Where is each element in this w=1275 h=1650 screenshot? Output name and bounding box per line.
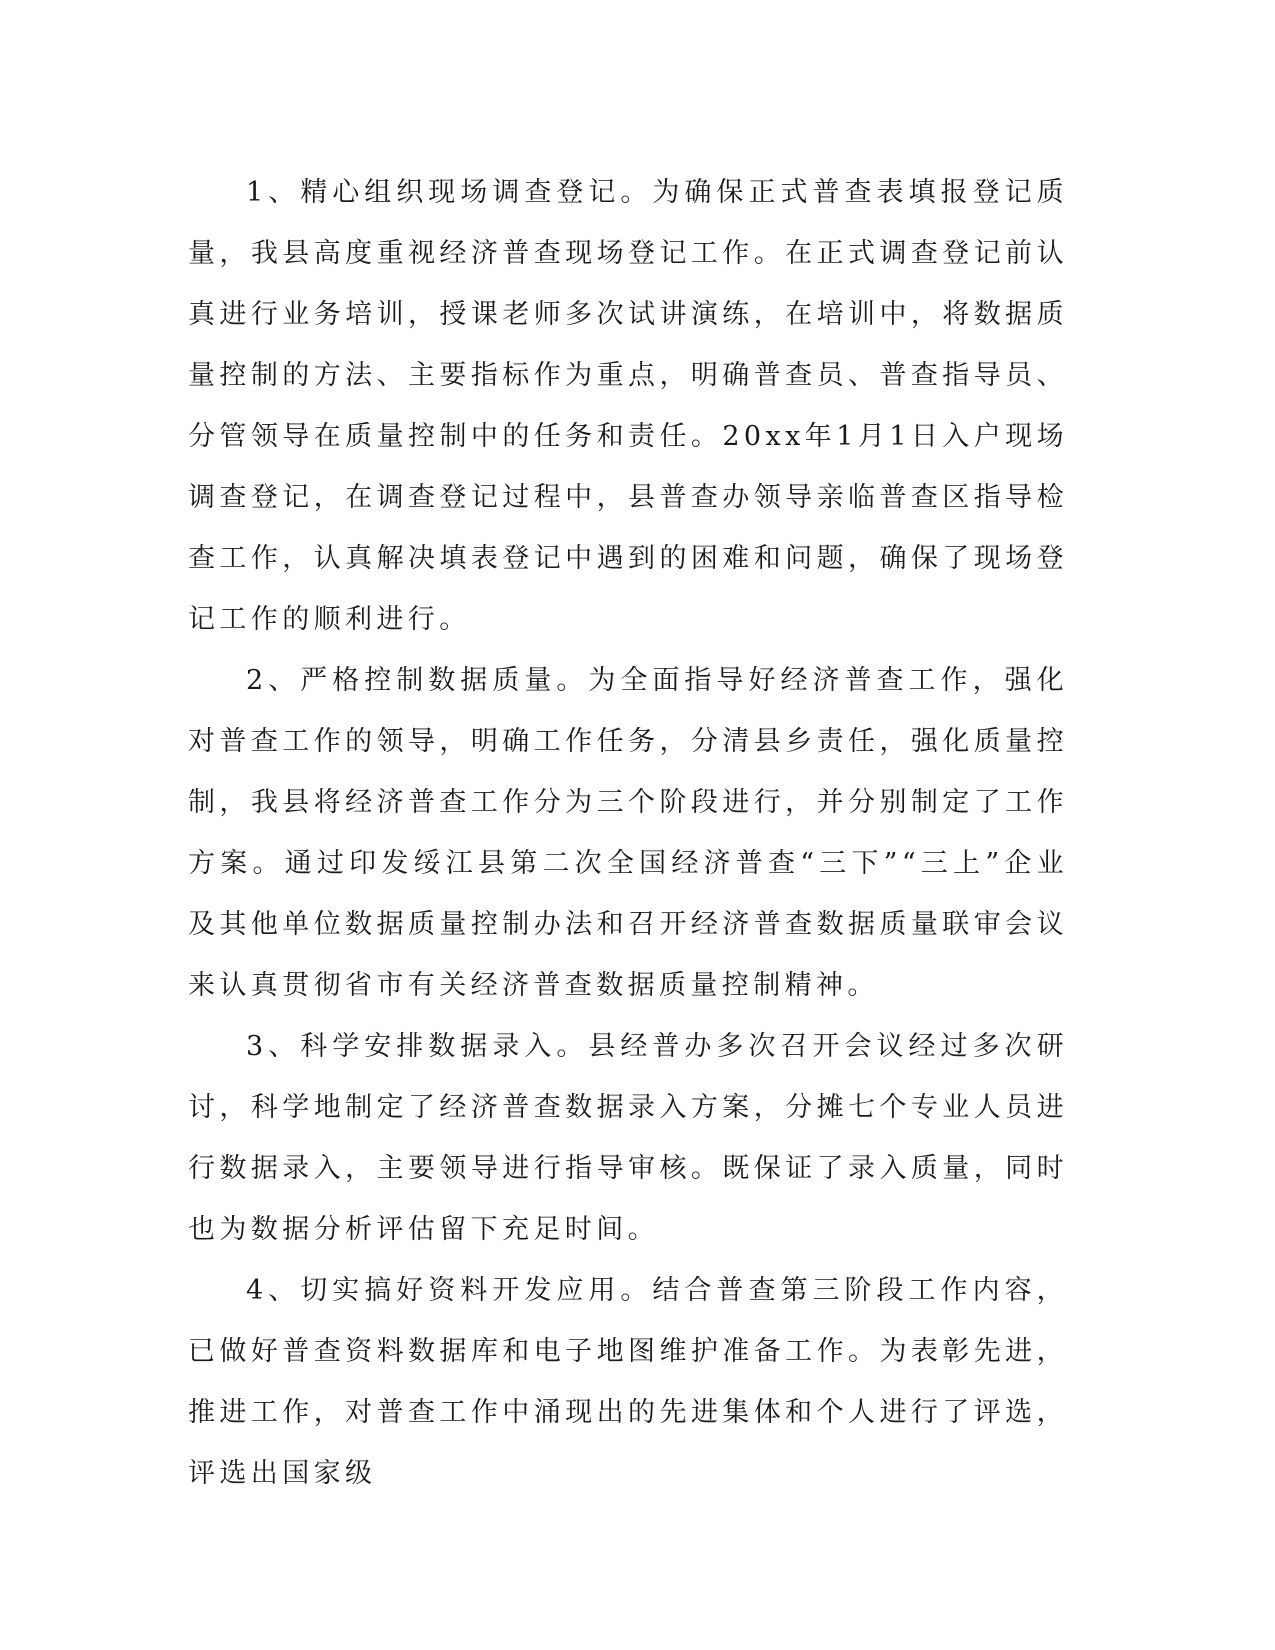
paragraph-2: 2、严格控制数据质量。为全面指导好经济普查工作，强化对普查工作的领导，明确工作任务，分清县乡责任，强化质量控制，我县将经济普查工作分为三个阶段进行，并分别制定了工作方案。通过印发绥江县第二次全国经济普查“三下”“三上”企业及其他单位数据质量控制办法和召开经济普查数据质量联审会议来认真贯彻省市有关经济普查数据质量控制精神。 <box>188 665 1068 1001</box>
paragraph-3: 3、科学安排数据录入。县经普办多次召开会议经过多次研讨，科学地制定了经济普查数据录入方案，分摊七个专业人员进行数据录入，主要领导进行指导审核。既保证了录入质量，同时也为数据分析评估留下充足时间。 <box>188 1031 1068 1245</box>
document-body <box>188 162 1068 1504</box>
paragraph-1: 1、精心组织现场调查登记。为确保正式普查表填报登记质量，我县高度重视经济普查现场登记工作。在正式调查登记前认真进行业务培训，授课老师多次试讲演练，在培训中，将数据质量控制的方法、主要指标作为重点，明确普查员、普查指导员、分管领导在质量控制中的任务和责任。20xx年1月1日入户现场调查登记，在调查登记过程中，县普查办领导亲临普查区指导检查工作，认真解决填表登记中遇到的困难和问题，确保了现场登记工作的顺利进行。 <box>188 177 1068 635</box>
paragraph-4: 4、切实搞好资料开发应用。结合普查第三阶段工作内容，已做好普查资料数据库和电子地图维护准备工作。为表彰先进，推进工作，对普查工作中涌现出的先进集体和个人进行了评选，评选出国家级 <box>188 1275 1068 1489</box>
